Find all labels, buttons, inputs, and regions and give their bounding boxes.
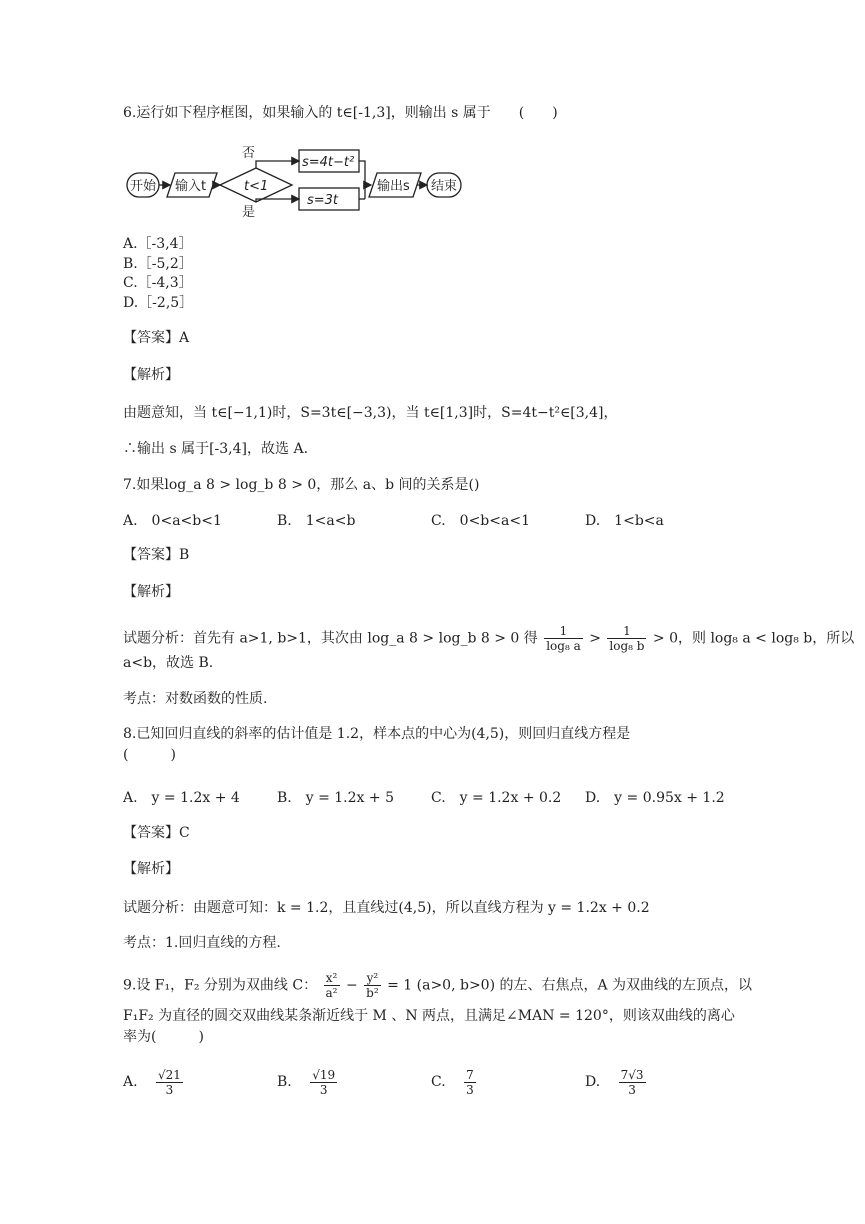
flow-box-no-label: s=4t−t² [302, 155, 355, 170]
q9-option-b-label: B. [277, 1074, 292, 1090]
q9-fracy-den: b² [366, 986, 379, 1000]
q7-option-a: A. 0<a<b<1 [123, 513, 222, 529]
flow-no-label: 否 [242, 146, 256, 161]
q7-analysis-title: 【解析】 [123, 584, 179, 600]
q6-analysis-line1: 由题意知，当 t∈[−1,1)时，S=3t∈[−3,3)，当 t∈[1,3]时，S=4t−t²∈[3,4]， [123, 405, 618, 421]
q8-option-c: C. y = 1.2x + 0.2 [431, 790, 562, 806]
q9-fracx-num: x² [324, 971, 340, 986]
q7-frac2-num: 1 [607, 624, 646, 639]
q8-kaodian: 考点：1.回归直线的方程. [123, 935, 281, 951]
q7-frac1-num: 1 [544, 624, 583, 639]
q6-option-d: D.［-2,5］ [123, 295, 194, 311]
q7-analysis-text-a: 试题分析：首先有 a>1, b>1，其次由 log_a 8 > log_b 8 > 0 得 [123, 630, 538, 647]
q6-analysis-line2: ∴输出 s 属于[-3,4]，故选 A. [123, 441, 309, 457]
flow-output-label: 输出s [377, 179, 410, 194]
q9-option-a-label: A. [123, 1074, 138, 1090]
q7-frac2-den: log₈ b [609, 639, 645, 653]
q9-option-d-frac [619, 1068, 646, 1097]
flow-input-label: 输入t [175, 179, 207, 194]
q9-fraction-y [364, 971, 381, 1000]
q9-option-b [277, 1066, 339, 1098]
q9-option-b-frac [310, 1068, 337, 1097]
flow-end-label: 结束 [431, 179, 458, 194]
q9-option-c-num: 7 [466, 1067, 474, 1082]
q9-option-d [585, 1066, 648, 1098]
q8-option-d: D. y = 0.95x + 1.2 [585, 790, 725, 806]
q9-fracx-den: a² [325, 986, 338, 1000]
q6-flowchart [125, 143, 465, 218]
q7-analysis-line1: 试题分析：首先有 a>1, b>1，其次由 log_a 8 > log_b 8 > 0 得 $\frac{1}{\text{log₈ a}}$ > $\frac{1}{\text{log₈ b}}$ > 0，则 log₈ a < log₈ b，所以 [123, 624, 855, 653]
q7-fraction-2 [607, 624, 646, 653]
q7-option-b: B. 1<a<b [277, 513, 356, 529]
q8-answer: 【答案】C [123, 825, 190, 841]
q6-option-a: A.［-3,4］ [123, 236, 193, 252]
q8-analysis-title: 【解析】 [123, 861, 179, 877]
q7-kaodian: 考点：对数函数的性质. [123, 691, 268, 707]
q6-stem: 6.运行如下程序框图，如果输入的 t∈[-1,3]，则输出 s 属于 ( ) [123, 105, 558, 121]
q6-option-b: B.［-5,2］ [123, 256, 193, 272]
q7-stem: 7.如果log_a 8 > log_b 8 > 0，那么 a、b 间的关系是() [123, 477, 480, 493]
q6-option-c: C.［-4,3］ [123, 275, 193, 291]
q9-option-d-label: D. [585, 1074, 601, 1090]
flow-start-label: 开始 [130, 179, 157, 194]
q9-option-b-den: 3 [319, 1082, 328, 1097]
q9-fracy-num: y² [364, 971, 381, 986]
q9-option-c-den: 3 [466, 1082, 474, 1097]
q9-option-a [123, 1066, 185, 1098]
q7-answer: 【答案】B [123, 547, 190, 563]
q9-stem-line1: 9.设 F₁，F₂ 分别为双曲线 C： $\frac{\text{x²}}{\text{a²}}$ − $\frac{\text{y²}}{\text{b²}}$ = 1 (a>0, b>0) 的左、右焦点，A 为双曲线的左顶点，以 [123, 971, 753, 1000]
q6-analysis-title: 【解析】 [123, 367, 179, 383]
q9-stem-text-b: = 1 (a>0, b>0) 的左、右焦点，A 为双曲线的左顶点，以 [387, 977, 753, 994]
q8-stem-line2: ( ) [123, 747, 176, 763]
q9-option-c-label: C. [431, 1074, 446, 1090]
q9-option-d-den: 3 [628, 1082, 636, 1097]
q9-stem-text-a: 9.设 F₁，F₂ 分别为双曲线 C： [123, 977, 318, 994]
q9-option-a-num: √21 [158, 1067, 181, 1082]
q8-option-a: A. y = 1.2x + 4 [123, 790, 240, 806]
q9-stem-line3: 率为( ) [123, 1029, 204, 1045]
q7-option-c: C. 0<b<a<1 [431, 513, 530, 529]
q7-frac1-den: log₈ a [546, 639, 581, 653]
flow-yes-label: 是 [242, 205, 256, 218]
q9-option-a-den: 3 [165, 1082, 174, 1097]
q8-stem-line1: 8.已知回归直线的斜率的估计值是 1.2，样本点的中心为(4,5)，则回归直线方程是 [123, 726, 631, 742]
q7-fraction-1 [544, 624, 583, 653]
q8-analysis-line1: 试题分析：由题意可知：k = 1.2，且直线过(4,5)，所以直线方程为 y = 1.2x + 0.2 [123, 900, 650, 916]
q6-answer: 【答案】A [123, 330, 190, 346]
q7-option-d: D. 1<b<a [585, 513, 664, 529]
q7-analysis-line2: a<b，故选 B. [123, 655, 214, 671]
q9-option-b-num: √19 [312, 1067, 336, 1082]
q9-fraction-x [324, 971, 340, 1000]
q9-option-d-num: 7√3 [620, 1067, 644, 1082]
q9-stem-line2: F₁F₂ 为直径的圆交双曲线某条渐近线于 M 、N 两点，且满足∠MAN = 120°，则该双曲线的离心 [123, 1008, 735, 1024]
q7-analysis-text-b: > 0，则 log₈ a < log₈ b，所以 [652, 630, 855, 647]
flow-box-yes-label: s=3t [307, 193, 339, 208]
q9-option-c-frac [464, 1068, 476, 1097]
q9-option-c [431, 1066, 478, 1098]
q8-option-b: B. y = 1.2x + 5 [277, 790, 394, 806]
q9-option-a-frac [156, 1068, 183, 1097]
flow-cond-label: t<1 [244, 179, 269, 194]
